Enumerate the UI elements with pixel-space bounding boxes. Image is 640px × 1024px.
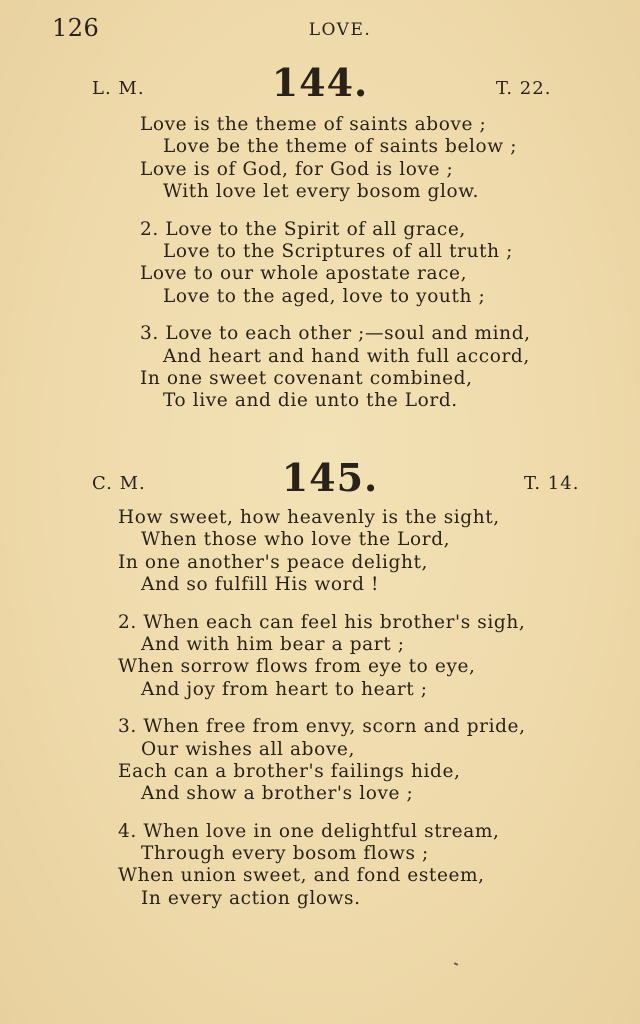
verse-line: And heart and hand with full accord,: [163, 345, 530, 367]
hymn-number: 144.: [271, 60, 369, 105]
stanza: [140, 114, 531, 204]
stanza: [140, 323, 531, 413]
verse-line: When union sweet, and fond esteem,: [118, 865, 485, 887]
stanza: [118, 716, 526, 806]
verse-line: And show a brother's love ;: [141, 783, 414, 805]
hymn-145: [0, 455, 640, 909]
verse-line: When sorrow flows from eye to eye,: [118, 656, 476, 678]
hymn-header: [0, 60, 640, 116]
verse-line: And with him bear a part ;: [141, 633, 405, 655]
page-number: 126: [52, 14, 100, 42]
stanza: [140, 219, 531, 309]
verse-line: In every action glows.: [141, 887, 361, 909]
stanza: [118, 507, 526, 597]
verse-line: Each can a brother's failings hide,: [118, 760, 461, 782]
verse-line: Our wishes all above,: [141, 738, 355, 760]
verse-line: Through every bosom flows ;: [141, 843, 429, 865]
hymn-text: [140, 114, 531, 413]
meter-label: L. M.: [92, 78, 145, 99]
verse-line: 3. Love to each other ;—soul and mind,: [140, 323, 531, 345]
ink-speck: [454, 962, 458, 966]
hymn-text: [118, 507, 526, 910]
verse-line: And joy from heart to heart ;: [141, 678, 428, 700]
verse-line: Love to the Scriptures of all truth ;: [163, 240, 513, 262]
verse-line: Love is of God, for God is love ;: [140, 158, 454, 180]
verse-line: 2. When each can feel his brother's sigh,: [118, 611, 526, 633]
running-head: LOVE.: [308, 20, 372, 40]
tune-label: T. 14.: [524, 473, 580, 494]
verse-line: Love to the aged, love to youth ;: [163, 285, 486, 307]
verse-line: 3. When free from envy, scorn and pride,: [118, 716, 526, 738]
verse-line: And so fulfill His word !: [141, 574, 380, 596]
verse-line: 4. When love in one delightful stream,: [118, 820, 500, 842]
verse-line: In one sweet covenant combined,: [140, 367, 473, 389]
hymn-header: [0, 455, 640, 511]
verse-line: With love let every bosom glow.: [163, 181, 479, 203]
verse-line: How sweet, how heavenly is the sight,: [118, 507, 500, 528]
stanza: [118, 821, 526, 911]
verse-line: Love be the theme of saints below ;: [163, 136, 518, 158]
hymn-144: [0, 60, 640, 412]
verse-line: In one another's peace delight,: [118, 551, 428, 573]
verse-line: When those who love the Lord,: [141, 529, 451, 551]
verse-line: 2. Love to the Spirit of all grace,: [140, 218, 466, 240]
meter-label: C. M.: [92, 473, 146, 494]
verse-line: To live and die unto the Lord.: [163, 390, 458, 412]
verse-line: Love is the theme of saints above ;: [140, 114, 487, 135]
stanza: [118, 612, 526, 702]
tune-label: T. 22.: [496, 78, 552, 99]
verse-line: Love to our whole apostate race,: [140, 263, 468, 285]
hymn-number: 145.: [281, 455, 379, 500]
